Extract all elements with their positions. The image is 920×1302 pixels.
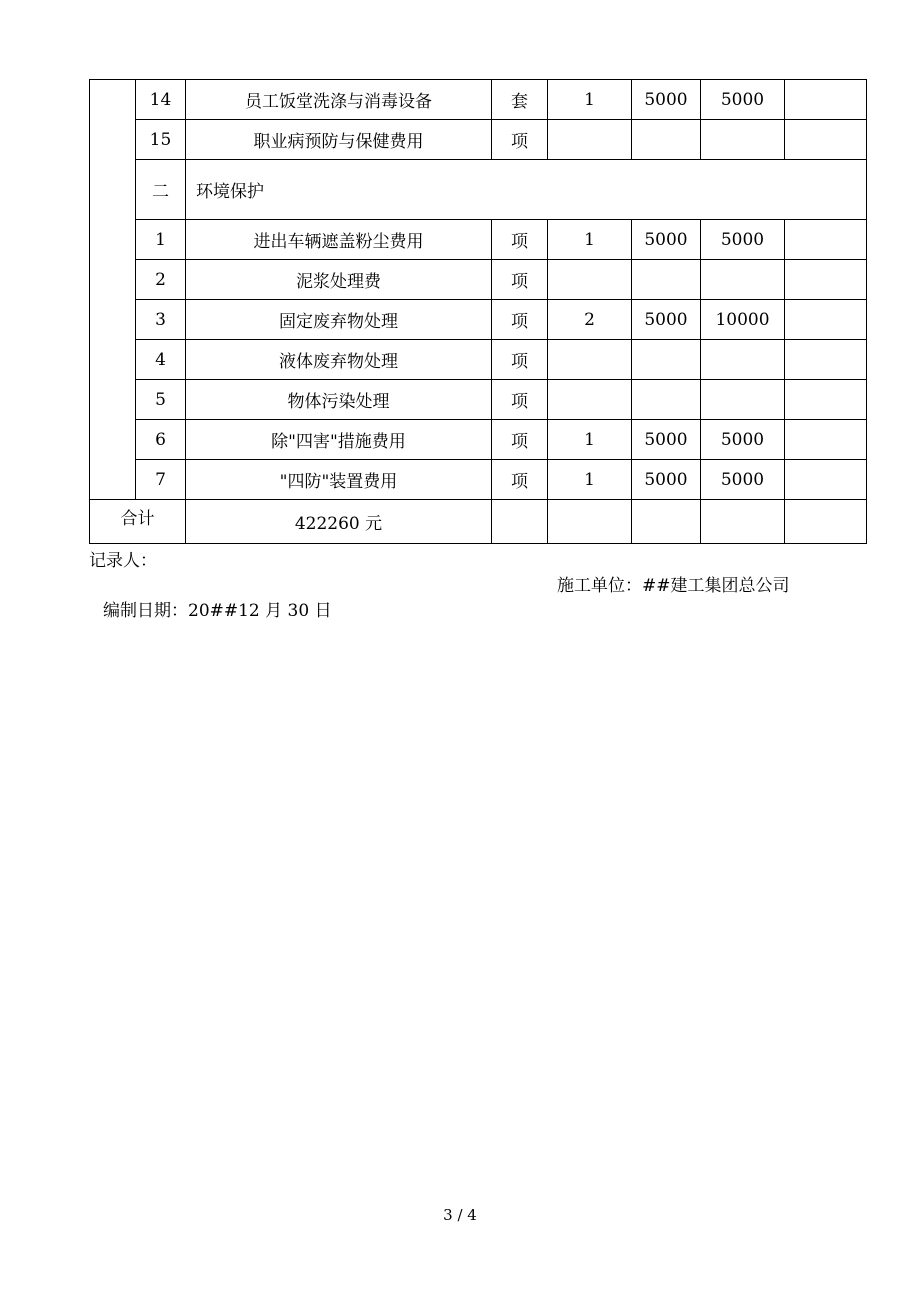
item-quantity-cell: 1 [548, 220, 632, 260]
item-amount-cell: 5000 [701, 420, 785, 460]
item-number-cell: 7 [136, 460, 186, 500]
total-value: 422260 元 [186, 500, 492, 544]
item-amount-cell [701, 120, 785, 160]
item-unit-cell: 项 [492, 380, 548, 420]
item-unit-cell: 项 [492, 420, 548, 460]
section-number-cell: 二 [136, 160, 186, 220]
item-amount-cell: 10000 [701, 300, 785, 340]
item-amount-cell [701, 380, 785, 420]
construction-company: 施工单位：##建工集团总公司 [557, 576, 790, 596]
item-number-cell: 2 [136, 260, 186, 300]
table-row [90, 340, 867, 380]
item-price-cell [632, 260, 701, 300]
item-unit-cell: 项 [492, 260, 548, 300]
item-quantity-cell [548, 260, 632, 300]
total-amount-cell [701, 500, 785, 544]
total-unit-cell [492, 500, 548, 544]
item-remark-cell [785, 340, 867, 380]
item-number-cell: 3 [136, 300, 186, 340]
item-quantity-cell [548, 340, 632, 380]
item-price-cell: 5000 [632, 80, 701, 120]
item-unit-cell: 项 [492, 460, 548, 500]
item-quantity-cell: 2 [548, 300, 632, 340]
item-price-cell: 5000 [632, 220, 701, 260]
item-number-cell: 15 [136, 120, 186, 160]
item-name-cell: 进出车辆遮盖粉尘费用 [186, 220, 492, 260]
item-name-cell: 物体污染处理 [186, 380, 492, 420]
item-remark-cell [785, 460, 867, 500]
item-quantity-cell [548, 120, 632, 160]
table-row [90, 220, 867, 260]
item-name-cell: "四防"装置费用 [186, 460, 492, 500]
cost-table [89, 79, 867, 544]
total-price-cell [632, 500, 701, 544]
table-row [90, 260, 867, 300]
table-row [90, 120, 867, 160]
item-price-cell [632, 380, 701, 420]
item-remark-cell [785, 420, 867, 460]
item-remark-cell [785, 120, 867, 160]
item-unit-cell: 项 [492, 120, 548, 160]
total-label: 合计 [90, 500, 186, 544]
item-number-cell: 6 [136, 420, 186, 460]
item-unit-cell: 项 [492, 340, 548, 380]
table-row [90, 460, 867, 500]
cost-table-body [90, 80, 867, 544]
item-quantity-cell [548, 380, 632, 420]
table-row [90, 300, 867, 340]
item-price-cell [632, 120, 701, 160]
item-number-cell: 14 [136, 80, 186, 120]
item-amount-cell [701, 340, 785, 380]
item-unit-cell: 项 [492, 220, 548, 260]
item-remark-cell [785, 80, 867, 120]
item-remark-cell [785, 260, 867, 300]
item-unit-cell: 项 [492, 300, 548, 340]
item-remark-cell [785, 380, 867, 420]
category-group-cell [90, 80, 136, 500]
table-row [90, 380, 867, 420]
item-name-cell: 泥浆处理费 [186, 260, 492, 300]
item-name-cell: 职业病预防与保健费用 [186, 120, 492, 160]
item-price-cell: 5000 [632, 420, 701, 460]
recorder-label: 记录人： [89, 551, 157, 571]
item-name-cell: 液体废弃物处理 [186, 340, 492, 380]
item-number-cell: 4 [136, 340, 186, 380]
item-quantity-cell: 1 [548, 80, 632, 120]
item-quantity-cell: 1 [548, 420, 632, 460]
table-row [90, 80, 867, 120]
section-row [90, 160, 867, 220]
item-name-cell: 固定废弃物处理 [186, 300, 492, 340]
item-number-cell: 5 [136, 380, 186, 420]
item-unit-cell: 套 [492, 80, 548, 120]
total-qty-cell [548, 500, 632, 544]
item-name-cell: 员工饭堂洗涤与消毒设备 [186, 80, 492, 120]
item-remark-cell [785, 220, 867, 260]
total-remark-cell [785, 500, 867, 544]
compile-date: 编制日期：20##12 月 30 日 [103, 601, 332, 621]
total-row [90, 500, 867, 544]
item-amount-cell [701, 260, 785, 300]
item-amount-cell: 5000 [701, 460, 785, 500]
item-quantity-cell: 1 [548, 460, 632, 500]
item-price-cell: 5000 [632, 460, 701, 500]
section-title-cell: 环境保护 [186, 160, 867, 220]
page-number: 3 / 4 [443, 1206, 477, 1224]
item-price-cell [632, 340, 701, 380]
item-price-cell: 5000 [632, 300, 701, 340]
item-number-cell: 1 [136, 220, 186, 260]
item-remark-cell [785, 300, 867, 340]
table-row [90, 420, 867, 460]
item-name-cell: 除"四害"措施费用 [186, 420, 492, 460]
item-amount-cell: 5000 [701, 220, 785, 260]
item-amount-cell: 5000 [701, 80, 785, 120]
